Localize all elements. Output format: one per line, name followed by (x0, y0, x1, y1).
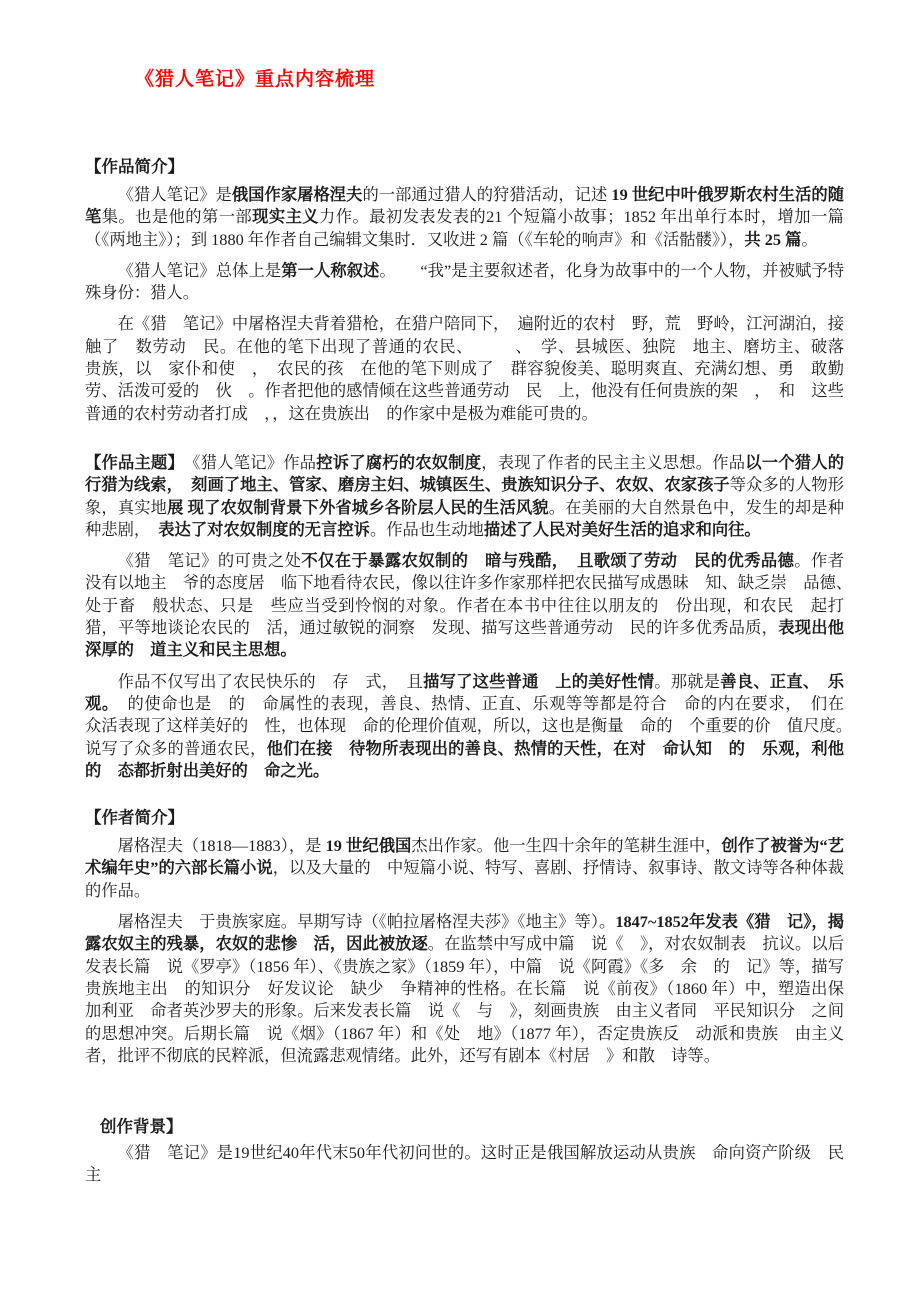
text-run-bold: 俄国作家屠格涅夫 (231, 185, 363, 204)
text-run-bold: 【作品主题】 (85, 452, 193, 472)
text-run: 作品不仅写出了农民快乐的 存 式， 且 (117, 671, 424, 691)
text-run-bold: 展 现了农奴制背景下外省城乡各阶层人民的生活风貌 (167, 497, 549, 517)
text-run-bold: 以一个猎人的行猎为线索， (85, 452, 844, 495)
text-run: ，以及大量的 中短篇小说、特写、喜剧、抒情诗、叙事诗、散文诗等各种体裁的作品。 (85, 858, 844, 900)
section-body-work-theme (85, 452, 861, 782)
text-run: 力作。最初发表发表的21 个短篇小故事；1852 年出单行本时，增加一篇（《两地主》）；到 1880 年作者自己编辑文集时．又收进 2 篇（《车轮的响声》和《活骷髅》）， (85, 207, 844, 249)
section-work-theme (85, 452, 861, 782)
text-run: 。 “我”是主要叙述者，化身为故事中的一个人物，并被赋予特殊身份：猎人。 (85, 260, 844, 303)
paragraph (85, 835, 844, 902)
text-run: ，表现了作者的民主主义思想。作品 (481, 452, 746, 472)
text-run-bold: 第一人称叙述 (281, 260, 380, 280)
text-run-bold: 19 世纪俄国 (325, 836, 412, 856)
text-run: 。作者 没有以地主 爷的态度居 临下地看待农民，像以往许多作家那样把农民描写成愚昧 知、缺乏崇 品德、 处于畜 般状态、只是 些应当受到怜悯的对象。作者在本书中往往以朋友的 份出现，和农民 起打 猎，平等地谈论农民的 活，通过敏锐的洞察 发现、描写这些普通劳动 民的许多优秀品质， (85, 551, 861, 638)
text-run-bold: 19 世纪中叶俄罗斯农村生活的随笔 (85, 185, 844, 227)
text-run: 。作品也生动地 (369, 519, 484, 539)
text-run-bold: 表现出他 深厚的 道主义和民主思想。 (85, 618, 861, 660)
text-run: 杰出作家。他一生四十余年的笔耕生涯中， (411, 836, 722, 856)
text-run-bold: 描述了人民对美好生活的追求和向往。 (483, 519, 761, 539)
section-author-intro (85, 804, 861, 1067)
text-run-bold: 他们在接 待物所表现出的善良、热情的天性，在对 命认知 的 乐观，利他的 态都折射出美好的 命之光。 (85, 738, 844, 780)
text-run: 。 (801, 229, 818, 249)
section-heading-author-intro: 【作者简介】 (85, 808, 184, 828)
text-run-bold: 善良、正直、 乐观。 (85, 671, 844, 713)
paragraph (85, 671, 861, 782)
paragraph (85, 911, 861, 1067)
section-body-creation-background (85, 1142, 844, 1187)
text-run: 在《猎 笔记》中屠格涅夫背着猎枪，在猎户陪同下， 遍附近的农村 野，荒 野岭，江河湖泊，接触了 数劳动 民。在他的笔下出现了普通的农民、 、 学、县城医、独院 地主、磨坊主、破落 贵族，以 家仆和使 ， 农民的孩 在他的笔下则成了 群容貌俊美、聪明爽直、充满幻想、勇 敢勤劳、活泼可爱的 伙 。作者把他的感情倾在这些普通劳动 民 上，他没有任何贵族的架 ， 和 这些普通的农村劳动者打成 ，，这在贵族出 的作家中是极为难能可贵的。 (85, 314, 861, 423)
paragraph (85, 313, 861, 424)
section-body-work-intro (85, 184, 861, 425)
text-run: 《猎 笔记》的可贵之处 (117, 551, 302, 571)
text-run: 屠格涅夫（1818—1883），是 (117, 836, 326, 856)
text-run-bold: 描写了这些普通 上的美好性情 (423, 671, 655, 691)
paragraph (85, 550, 861, 661)
text-run: 《猎 笔记》是19世纪40年代末50年代初问世的。这时正是俄国解放运动从贵族 命向资产阶级 民主 (85, 1143, 844, 1185)
text-run: 的使命也是 的 命属性的表现，善良、热情、正直、乐观等等都是符合 命的内在要求， 们在 众活表现了这样美好的 性，也体现 命的伦理价值观，所以，这也是衡量 命的 个重要的价 值尺度。 说写了众多的普通农民， (85, 693, 861, 758)
text-run-bold: 1847~1852年发表《猎 记》，揭露农奴主的残暴，农奴的悲惨 活，因此被放逐 (85, 912, 844, 954)
section-creation-background (85, 1113, 844, 1187)
document-title: 《猎人笔记》重点内容梳理 (135, 69, 376, 90)
text-run-bold: 现实主义 (252, 207, 319, 227)
text-run: 等众多的人物形象，真实地 (85, 475, 844, 517)
text-run: 的一部通过猎人的狩猎活动，记述 (362, 185, 612, 204)
text-run: 。在监禁中写成中篇 说《 》，对农奴制表 抗议。以后 发表长篇 说《罗亭》（1856 年）、《贵族之家》（1859 年），中篇 说《阿霞》《多 余 的 记》等，描写贵族地主出 的知识分 好发议论 缺少 争精神的性格。在长篇 说《前夜》（1860 年）中，塑造出保加利亚 命者英沙罗夫的形象。后来发表长篇 说《 与 》，刻画贵族 由主义者同 平民知识分 之间的思想冲突。后期长篇 说《烟》（1867 年）和《处 地》（1877 年），否定贵族反 动派和贵族 由主义者，批评不彻底的民粹派，但流露悲观情绪。此外，还写有剧本《村居 》和散 诗等。 (85, 934, 861, 1065)
text-run-bold: 刻画了地主、管家、磨房主妇、城镇医生、贵族知识分子、农奴、农家孩子 (191, 475, 730, 495)
text-run: 屠格涅夫 于贵族家庭。早期写诗（《帕拉屠格涅夫莎》《地主》等）。 (117, 912, 616, 932)
text-run: 《猎人笔记》作品 (192, 452, 317, 472)
section-heading-creation-background: 创作背景】 (100, 1117, 183, 1137)
text-run: 。在美丽的大自然景色中，发生的却是种种悲剧， (85, 497, 844, 539)
text-run: 。那就是 (654, 671, 721, 691)
text-run-bold: 表达了对农奴制度的无言控诉 (158, 519, 370, 539)
text-run-bold: 共 25 篇 (744, 229, 802, 249)
text-run: 《猎人笔记》是 (117, 185, 232, 204)
paragraph (85, 184, 844, 251)
paragraph (85, 452, 844, 541)
section-work-intro (85, 153, 861, 425)
section-body-author-intro (85, 835, 861, 1067)
text-run (175, 475, 191, 494)
text-run-bold: 控诉了腐朽的农奴制度 (316, 452, 482, 472)
paragraph (85, 1142, 844, 1187)
paragraph (85, 260, 844, 305)
section-heading-work-intro: 【作品简介】 (85, 157, 184, 176)
text-run: 集。也是他的第一部 (101, 207, 253, 227)
text-run-bold: 不仅在于暴露农奴制的 暗与残酷， 且歌颂了劳动 民的优秀品德 (301, 551, 795, 571)
text-run-bold: 创作了被誉为“艺术编年史”的六部长篇小说 (85, 836, 844, 878)
text-run: 《猎人笔记》总体上是 (117, 260, 282, 280)
